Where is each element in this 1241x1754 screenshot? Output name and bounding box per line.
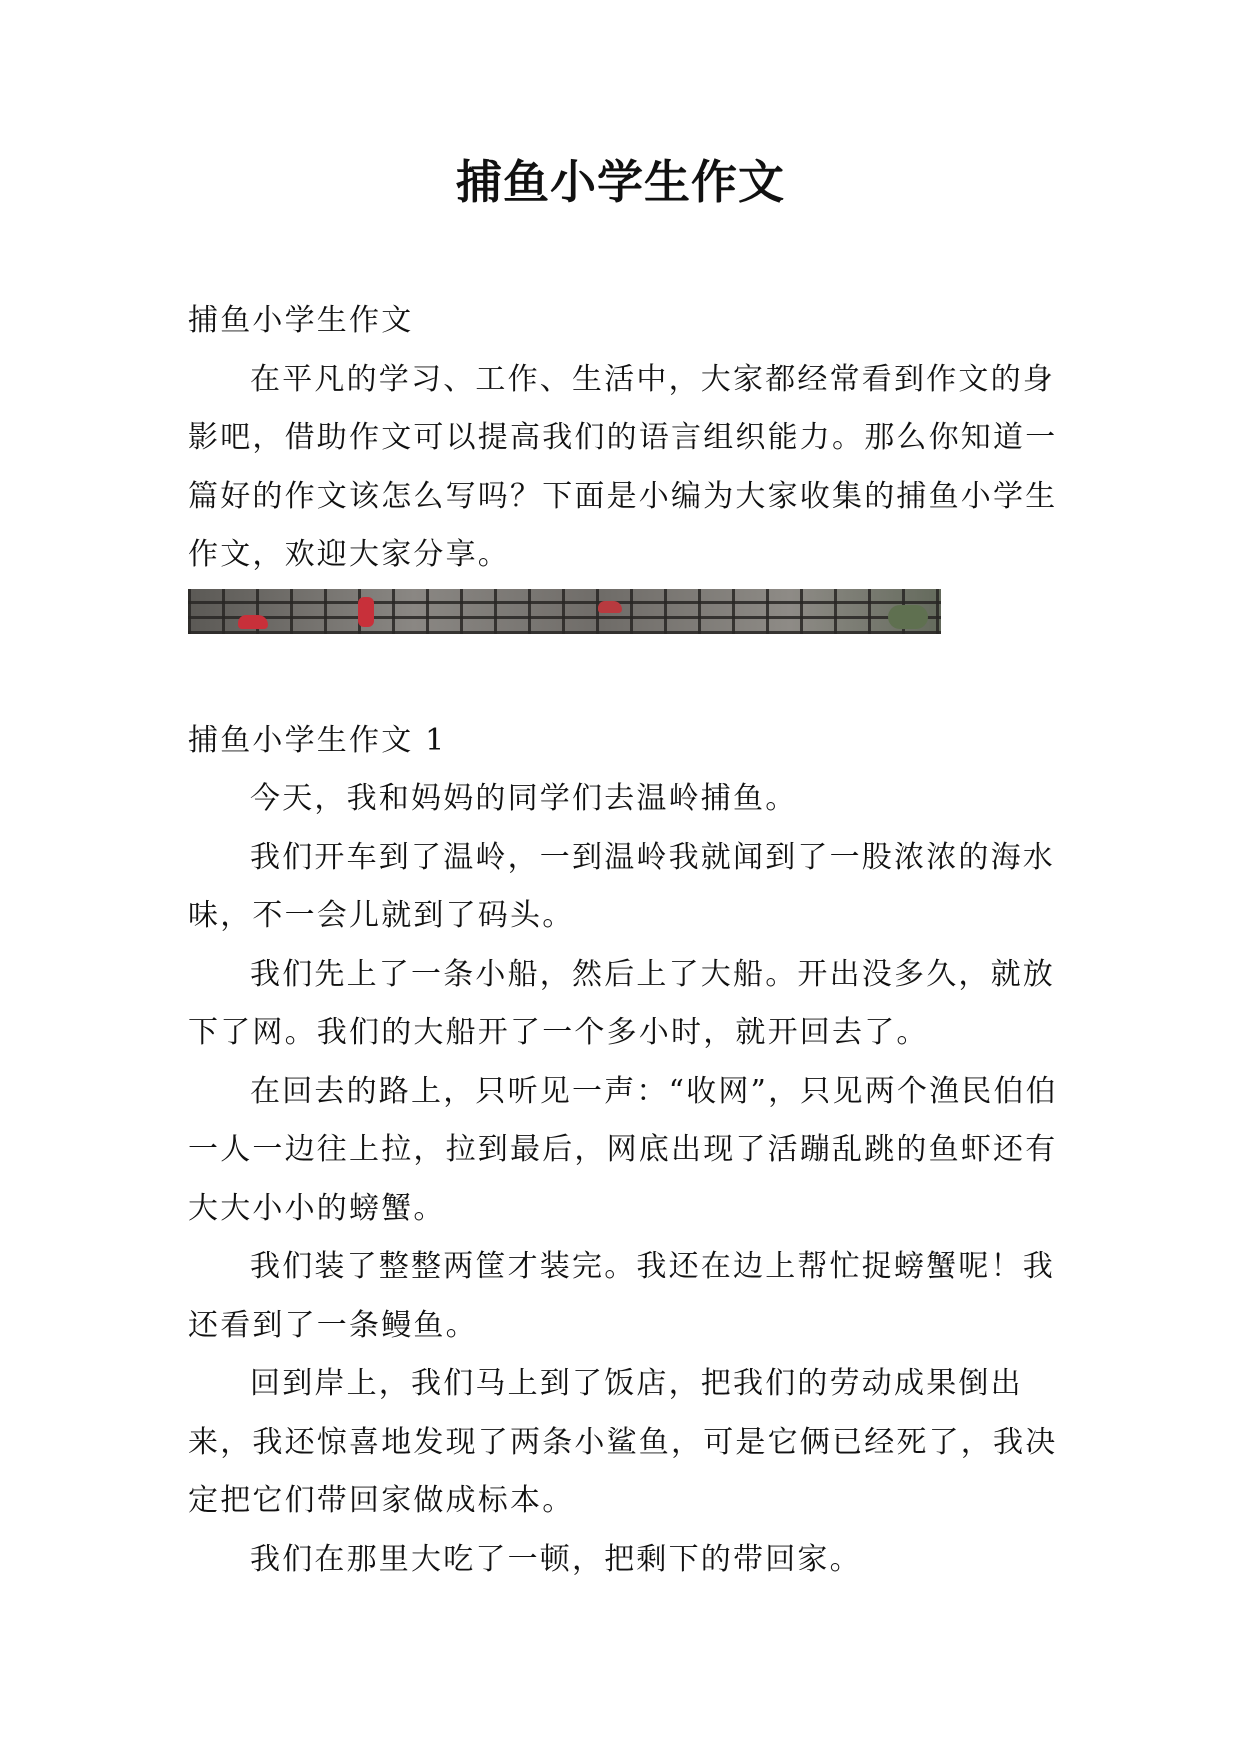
photo-detail — [238, 615, 268, 629]
cropped-photo — [188, 589, 941, 634]
photo-detail — [358, 597, 374, 627]
body-paragraph: 今天，我和妈妈的同学们去温岭捕鱼。 — [250, 781, 798, 816]
body-paragraph: 回到岸上，我们马上到了饭店，把我们的劳动成果倒出来，我还惊喜地发现了两条小鲨鱼，可是它俩已经死了，我决定把它们带回家做成标本。 — [188, 1366, 1058, 1518]
document-body — [188, 292, 1058, 1589]
document-title: 捕鱼小学生作文 — [456, 155, 785, 209]
photo-detail — [888, 605, 928, 629]
photo-detail — [598, 601, 622, 613]
section-heading: 捕鱼小学生作文 1 — [188, 722, 447, 758]
body-paragraph: 我们开车到了温岭，一到温岭我就闻到了一股浓浓的海水味，不一会儿就到了码头。 — [188, 839, 1055, 933]
document-subtitle: 捕鱼小学生作文 — [188, 303, 414, 338]
body-paragraph: 在回去的路上，只听见一声：“收网”，只见两个渔民伯伯一人一边往上拉，拉到最后，网底出现了活蹦乱跳的鱼虾还有大大小小的螃蟹。 — [188, 1073, 1058, 1226]
intro-paragraph: 在平凡的学习、工作、生活中，大家都经常看到作文的身影吧，借助作文可以提高我们的语言组织能力。那么你知道一篇好的作文该怎么写吗？下面是小编为大家收集的捕鱼小学生作文，欢迎大家分享。 — [188, 361, 1058, 572]
body-paragraph: 我们在那里大吃了一顿，把剩下的带回家。 — [250, 1541, 862, 1577]
body-paragraph: 我们先上了一条小船，然后上了大船。开出没多久，就放下了网。我们的大船开了一个多小时，就开回去了。 — [188, 956, 1055, 1050]
body-paragraph: 我们装了整整两筐才装完。我还在边上帮忙捉螃蟹呢！我还看到了一条鳗鱼。 — [188, 1249, 1055, 1343]
